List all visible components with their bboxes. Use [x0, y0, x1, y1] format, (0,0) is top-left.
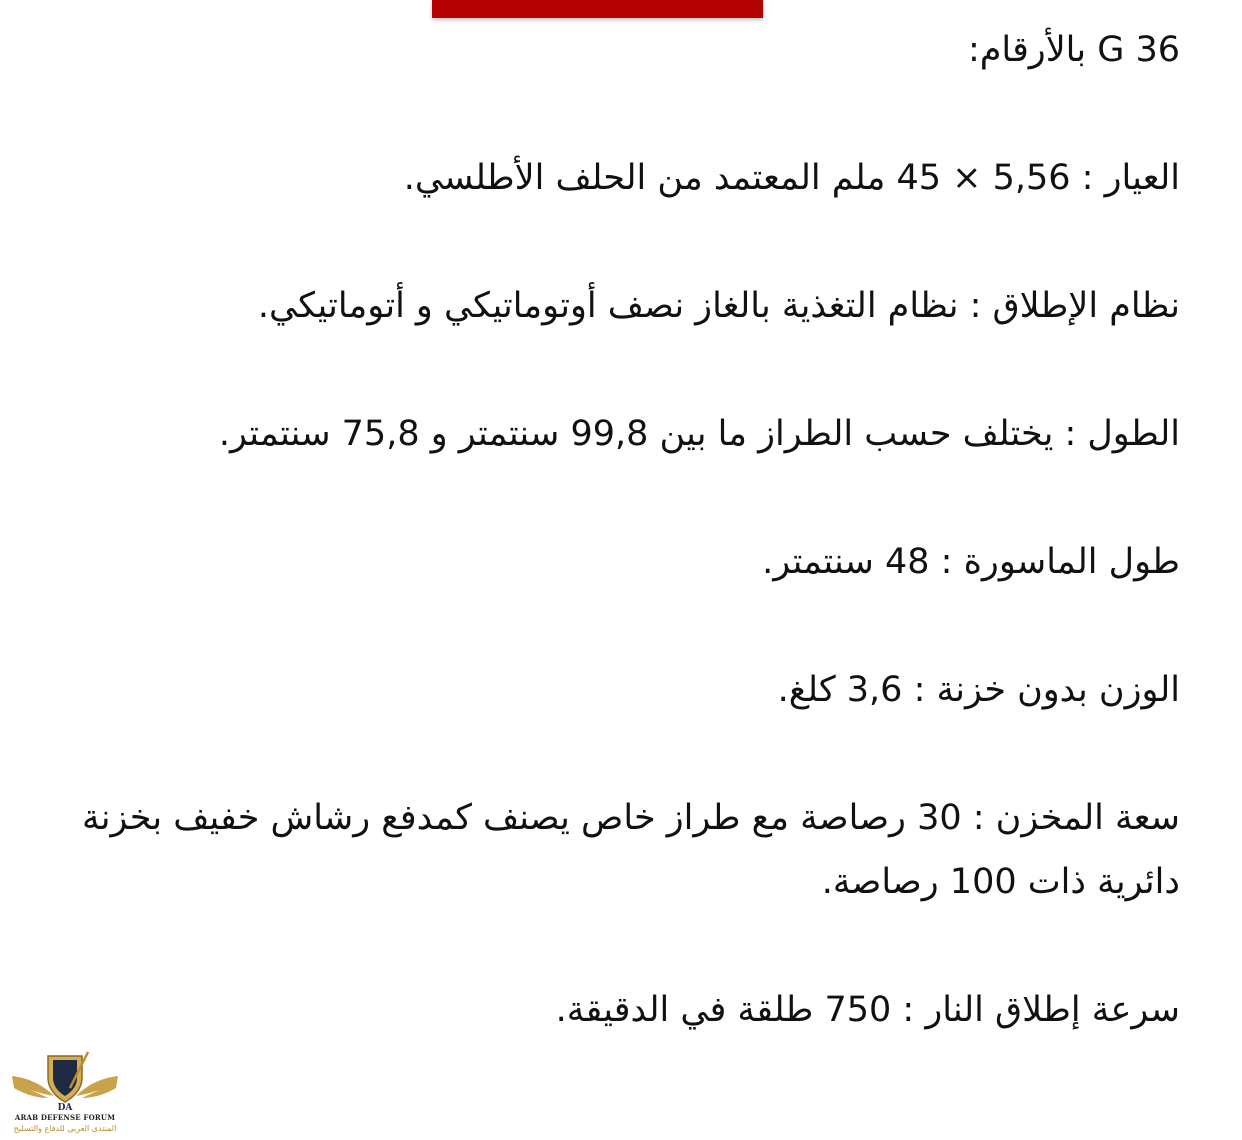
spec-weight: الوزن بدون خزنة : 3,6 كلغ. [777, 670, 1180, 710]
logo-text-english: ARAB DEFENSE FORUM [14, 1113, 116, 1122]
spec-barrel-length: طول الماسورة : 48 سنتمتر. [762, 542, 1180, 582]
spec-rate-of-fire: سرعة إطلاق النار : 750 طلقة في الدقيقة. [555, 990, 1180, 1030]
spec-firing-system: نظام الإطلاق : نظام التغذية بالغاز نصف أوتوماتيكي و أتوماتيكي. [257, 286, 1180, 326]
article-heading: G 36 بالأرقام: [967, 30, 1180, 70]
spec-magazine-capacity: سعة المخزن : 30 رصاصة مع طراز خاص يصنف كمدفع رشاش خفيف بخزنة دائرية ذات 100 رصاصة. [81, 798, 1180, 902]
logo-monogram: DA [57, 1103, 73, 1113]
spec-length: الطول : يختلف حسب الطراز ما بين 99,8 سنتمتر و 75,8 سنتمتر. [218, 414, 1180, 454]
wings-shield-icon [8, 1048, 122, 1114]
watermark-logo [8, 1048, 122, 1138]
header-bar [432, 0, 763, 18]
article-body [60, 18, 1180, 1106]
spec-caliber: العيار : 5,56 × 45 ملم المعتمد من الحلف الأطلسي. [403, 158, 1180, 198]
logo-text-arabic: المنتدى العربي للدفاع والتسليح [13, 1124, 117, 1133]
